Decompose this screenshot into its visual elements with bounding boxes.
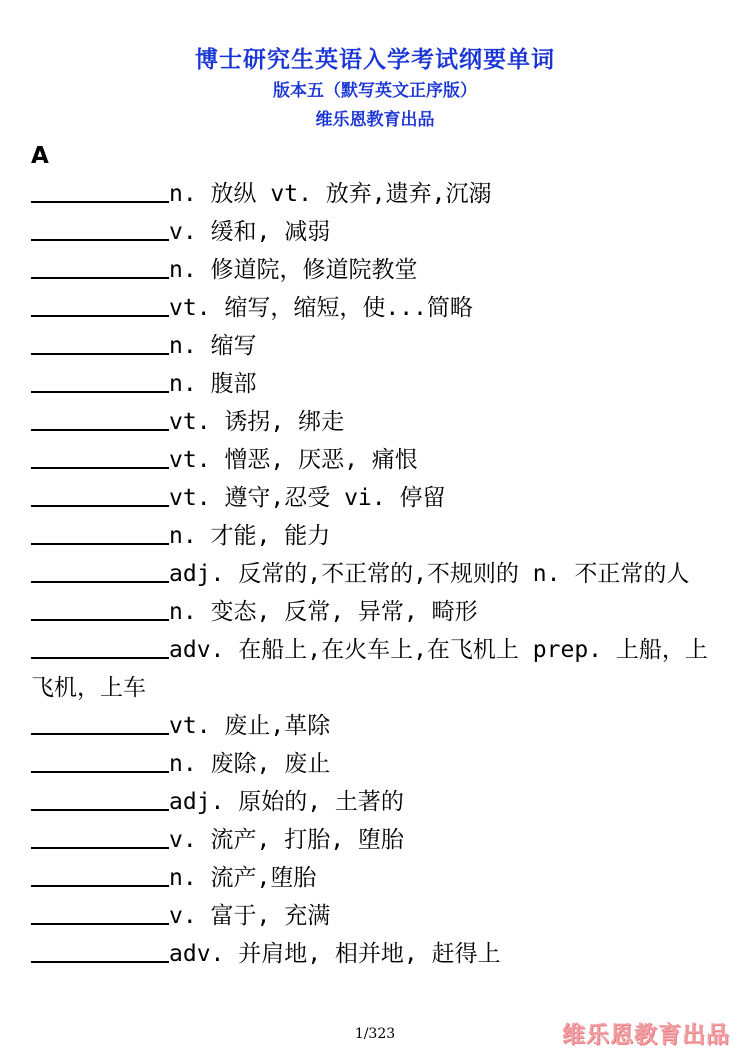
entry-definition: vt. 诱拐, 绑走 xyxy=(169,409,345,435)
vocab-entry xyxy=(31,327,721,365)
vocab-entry xyxy=(31,935,721,973)
vocab-entry xyxy=(31,479,721,517)
answer-blank[interactable] xyxy=(31,747,169,773)
answer-blank[interactable] xyxy=(31,595,169,621)
vocab-entry xyxy=(31,859,721,897)
entry-definition: n. 流产,堕胎 xyxy=(169,865,317,891)
answer-blank[interactable] xyxy=(31,215,169,241)
entry-definition: v. 流产, 打胎, 堕胎 xyxy=(169,827,404,853)
vocab-entry xyxy=(31,175,721,213)
answer-blank[interactable] xyxy=(31,177,169,203)
answer-blank[interactable] xyxy=(31,633,169,659)
answer-blank[interactable] xyxy=(31,899,169,925)
entry-definition: n. 废除, 废止 xyxy=(169,751,331,777)
entry-definition: n. 才能, 能力 xyxy=(169,523,331,549)
entry-definition: vt. 遵守,忍受 vi. 停留 xyxy=(169,485,446,511)
vocab-entry xyxy=(31,251,721,289)
answer-blank[interactable] xyxy=(31,709,169,735)
vocab-entry xyxy=(31,783,721,821)
answer-blank[interactable] xyxy=(31,291,169,317)
vocab-entry xyxy=(31,631,721,707)
vocab-entry xyxy=(31,555,721,593)
vocab-entry xyxy=(31,745,721,783)
answer-blank[interactable] xyxy=(31,443,169,469)
vocab-entry xyxy=(31,403,721,441)
entry-definition: vt. 缩写，缩短，使...简略 xyxy=(169,295,473,321)
entry-definition: n. 修道院，修道院教堂 xyxy=(169,257,418,283)
section-letter: A xyxy=(31,143,49,169)
entry-definition: vt. 憎恶, 厌恶, 痛恨 xyxy=(169,447,418,473)
page-number: 1/323 xyxy=(354,1026,396,1042)
vocab-entry xyxy=(31,821,721,859)
vocab-entry xyxy=(31,289,721,327)
vocabulary-list xyxy=(31,175,721,973)
entry-definition: adv. 在船上,在火车上,在飞机上 prep. 上船，上飞机，上车 xyxy=(31,637,708,701)
answer-blank[interactable] xyxy=(31,785,169,811)
page-subtitle: 版本五（默写英文正序版） xyxy=(273,81,477,101)
answer-blank[interactable] xyxy=(31,937,169,963)
answer-blank[interactable] xyxy=(31,557,169,583)
entry-definition: v. 富于, 充满 xyxy=(169,903,331,929)
page-title: 博士研究生英语入学考试纲要单词 xyxy=(195,47,555,73)
vocab-entry xyxy=(31,441,721,479)
entry-definition: vt. 废止,革除 xyxy=(169,713,331,739)
answer-blank[interactable] xyxy=(31,367,169,393)
answer-blank[interactable] xyxy=(31,329,169,355)
vocab-entry xyxy=(31,707,721,745)
entry-definition: n. 放纵 vt. 放弃,遗弃,沉溺 xyxy=(169,181,492,207)
vocab-entry xyxy=(31,517,721,555)
vocab-entry xyxy=(31,213,721,251)
entry-definition: n. 缩写 xyxy=(169,333,257,359)
vocab-entry xyxy=(31,365,721,403)
entry-definition: adv. 并肩地, 相并地, 赶得上 xyxy=(169,941,501,967)
entry-definition: n. 变态, 反常, 异常, 畸形 xyxy=(169,599,478,625)
vocab-entry xyxy=(31,897,721,935)
answer-blank[interactable] xyxy=(31,481,169,507)
entry-definition: adj. 反常的,不正常的,不规则的 n. 不正常的人 xyxy=(169,561,690,587)
entry-definition: adj. 原始的, 土著的 xyxy=(169,789,404,815)
answer-blank[interactable] xyxy=(31,519,169,545)
entry-definition: n. 腹部 xyxy=(169,371,257,397)
vocab-entry xyxy=(31,593,721,631)
watermark-logo: 维乐恩教育出品 xyxy=(562,1022,730,1048)
answer-blank[interactable] xyxy=(31,861,169,887)
answer-blank[interactable] xyxy=(31,253,169,279)
answer-blank[interactable] xyxy=(31,823,169,849)
entry-definition: v. 缓和, 减弱 xyxy=(169,219,331,245)
answer-blank[interactable] xyxy=(31,405,169,431)
publisher-line: 维乐恩教育出品 xyxy=(315,110,435,130)
